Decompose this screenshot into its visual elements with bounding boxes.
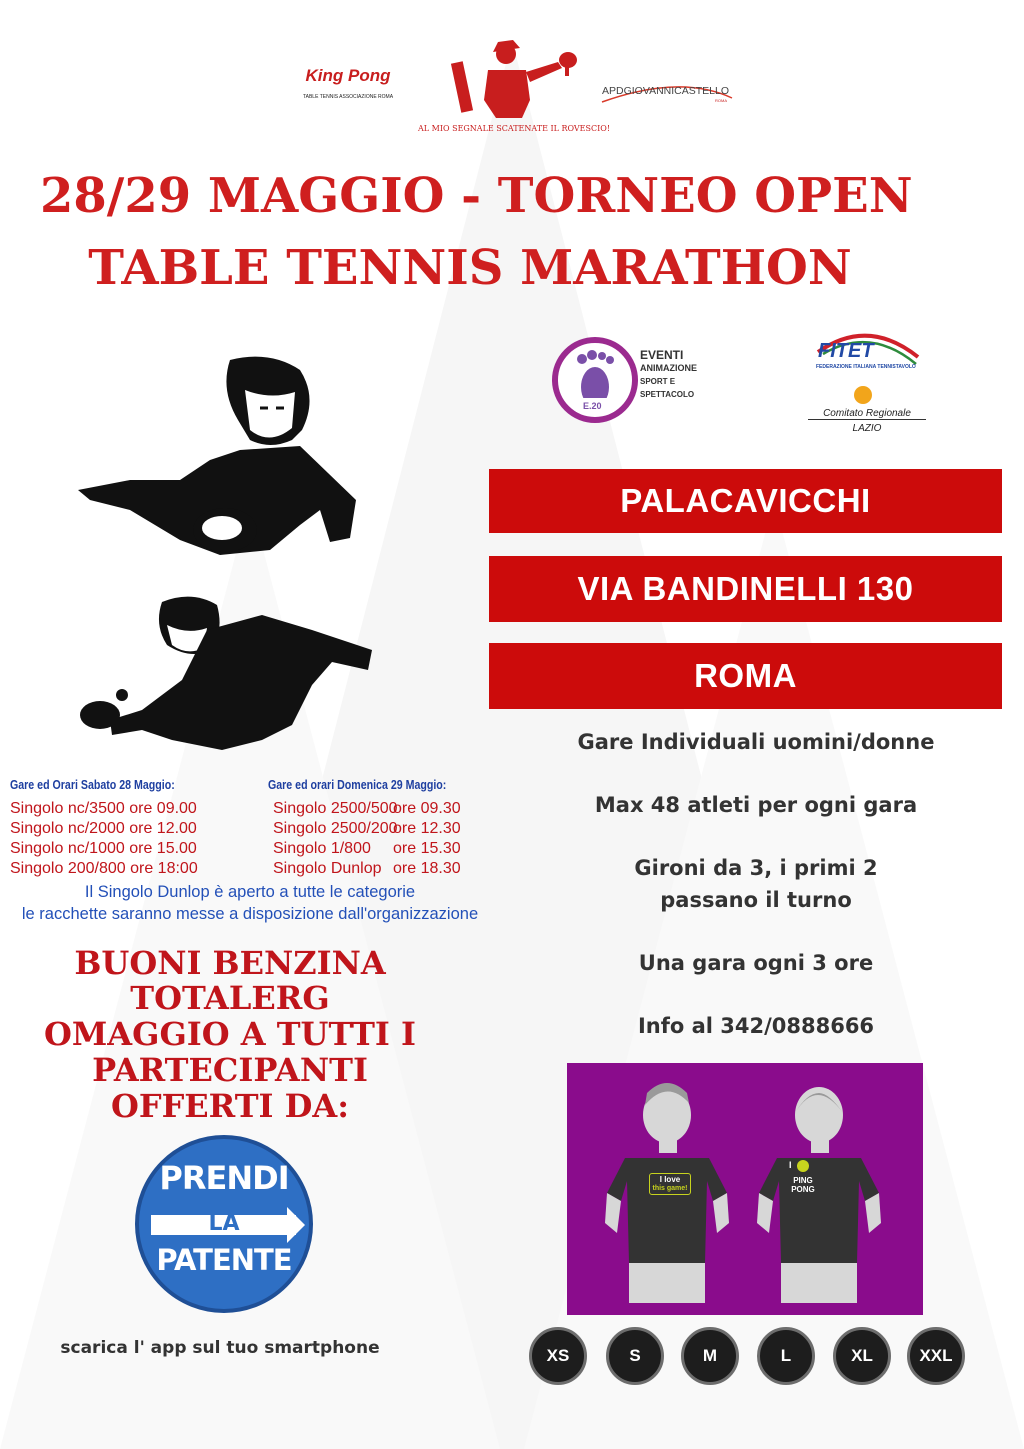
venue-address-box: VIA BANDINELLI 130 xyxy=(489,556,1002,622)
tshirt-panel xyxy=(567,1063,923,1315)
event-name: Singolo 200/800 xyxy=(10,860,126,877)
saturday-row xyxy=(10,839,260,859)
venue-city-box: ROMA xyxy=(489,643,1002,709)
front-tshirt-text xyxy=(649,1173,691,1195)
fitet-sub: FEDERAZIONE ITALIANA TENNISTAVOLO xyxy=(816,364,916,370)
fitet-region: LAZIO xyxy=(852,423,882,434)
saturday-row xyxy=(10,799,260,819)
e20-logo xyxy=(552,335,712,425)
info-gironi-1: Gironi da 3, i primi 2 xyxy=(634,856,878,880)
event-time: ore 12.00 xyxy=(129,820,197,837)
e20-name: E.20 xyxy=(583,401,602,411)
tshirt-models-icon xyxy=(567,1063,923,1315)
patente-word-3: PATENTE xyxy=(156,1243,292,1277)
event-name: Singolo 1/800 xyxy=(273,840,371,857)
e20-line: ANIMAZIONE xyxy=(640,363,697,373)
event-time: ore 15.00 xyxy=(129,840,197,857)
gladiator-icon xyxy=(418,40,608,120)
e20-text xyxy=(640,349,697,401)
prendi-la-patente-logo[interactable] xyxy=(135,1135,313,1313)
info-frequency: Una gara ogni 3 ore xyxy=(638,951,874,975)
e20-line: EVENTI xyxy=(640,348,684,362)
apd-logo-sub: ROMA xyxy=(715,98,727,103)
dunlop-note-1: Il Singolo Dunlop è aperto a tutte le categorie xyxy=(84,883,416,901)
event-name: Singolo nc/1000 xyxy=(10,840,125,857)
event-name: Singolo 2500/500 xyxy=(273,800,398,817)
kingpong-logo xyxy=(298,66,398,114)
apd-logo xyxy=(600,78,740,108)
patente-caption: scarica l' app sul tuo smartphone xyxy=(60,1338,380,1358)
size-button-xl[interactable]: XL xyxy=(833,1327,891,1385)
sunday-schedule xyxy=(273,799,493,879)
event-time: ore 09.30 xyxy=(393,800,461,817)
fitet-ball-icon xyxy=(854,386,872,404)
size-button-s[interactable]: S xyxy=(606,1327,664,1385)
apd-logo-text: APDGIOVANNICASTELLO xyxy=(602,85,730,97)
patente-word-1: PRENDI xyxy=(159,1159,289,1197)
title-line-1: 28/29 MAGGIO - TORNEO OPEN xyxy=(40,168,913,224)
size-button-xxl[interactable]: XXL xyxy=(907,1327,965,1385)
event-name: Singolo nc/3500 xyxy=(10,800,125,817)
size-button-m[interactable]: M xyxy=(681,1327,739,1385)
saturday-row xyxy=(10,819,260,839)
gift-line-2: TOTALERG xyxy=(130,979,330,1017)
back-text-1: I xyxy=(789,1160,792,1170)
fitet-logo xyxy=(808,322,926,440)
sunday-header: Gare ed orari Domenica 29 Maggio: xyxy=(268,778,447,792)
event-time: ore 09.00 xyxy=(129,800,197,817)
fitet-name: FITET xyxy=(818,340,874,362)
kingpong-logo-sub: TABLE TENNIS ASSOCIAZIONE ROMA xyxy=(302,94,394,100)
gladiator-logo xyxy=(418,40,611,135)
saturday-header: Gare ed Orari Sabato 28 Maggio: xyxy=(10,778,175,792)
male-player-illustration xyxy=(70,350,370,565)
female-player-illustration xyxy=(72,590,382,765)
event-name: Singolo nc/2000 xyxy=(10,820,125,837)
gift-line-5: OFFERTI DA: xyxy=(110,1087,350,1125)
back-tshirt-text xyxy=(783,1161,823,1194)
info-gare: Gare Individuali uomini/donne xyxy=(577,730,935,754)
sunday-row xyxy=(273,839,493,859)
event-name: Singolo 2500/200 xyxy=(273,820,398,837)
back-text-2: PING xyxy=(793,1176,813,1185)
gift-line-4: PARTECIPANTI xyxy=(92,1051,368,1089)
event-time: ore 15.30 xyxy=(393,840,461,857)
front-text-2: this game! xyxy=(652,1185,688,1192)
info-max-atleti: Max 48 atleti per ogni gara xyxy=(594,793,918,817)
info-contact: Info al 342/0888666 xyxy=(637,1014,875,1038)
dunlop-note-2: le racchette saranno messe a disposizione dall'organizzazione xyxy=(21,905,479,923)
sunday-row xyxy=(273,799,493,819)
kingpong-logo-text: King Pong xyxy=(305,66,391,85)
footprint-icon xyxy=(552,335,642,425)
event-time: ore 12.30 xyxy=(393,820,461,837)
info-gironi-2: passano il turno xyxy=(660,888,852,912)
sunday-row xyxy=(273,859,493,879)
event-time: ore 18:00 xyxy=(130,860,198,877)
size-button-l[interactable]: L xyxy=(757,1327,815,1385)
title-line-2: TABLE TENNIS MARATHON xyxy=(88,240,852,296)
saturday-schedule xyxy=(10,799,260,879)
gift-line-1: BUONI BENZINA xyxy=(74,944,386,982)
fitet-committee: Comitato Regionale xyxy=(808,408,926,420)
back-text-3: PONG xyxy=(791,1185,815,1194)
event-name: Singolo Dunlop xyxy=(273,860,382,877)
event-time: ore 18.30 xyxy=(393,860,461,877)
saturday-row xyxy=(10,859,260,879)
gladiator-motto: AL MIO SEGNALE SCATENATE IL ROVESCIO! xyxy=(418,124,611,133)
patente-word-2: LA xyxy=(208,1211,240,1236)
size-button-xs[interactable]: XS xyxy=(529,1327,587,1385)
sunday-row xyxy=(273,819,493,839)
e20-line: SPORT E xyxy=(640,377,676,386)
e20-line: SPETTACOLO xyxy=(640,390,695,399)
venue-name-box: PALACAVICCHI xyxy=(489,469,1002,533)
gift-line-3: OMAGGIO A TUTTI I xyxy=(43,1015,416,1053)
front-text-1: I love xyxy=(659,1175,681,1184)
